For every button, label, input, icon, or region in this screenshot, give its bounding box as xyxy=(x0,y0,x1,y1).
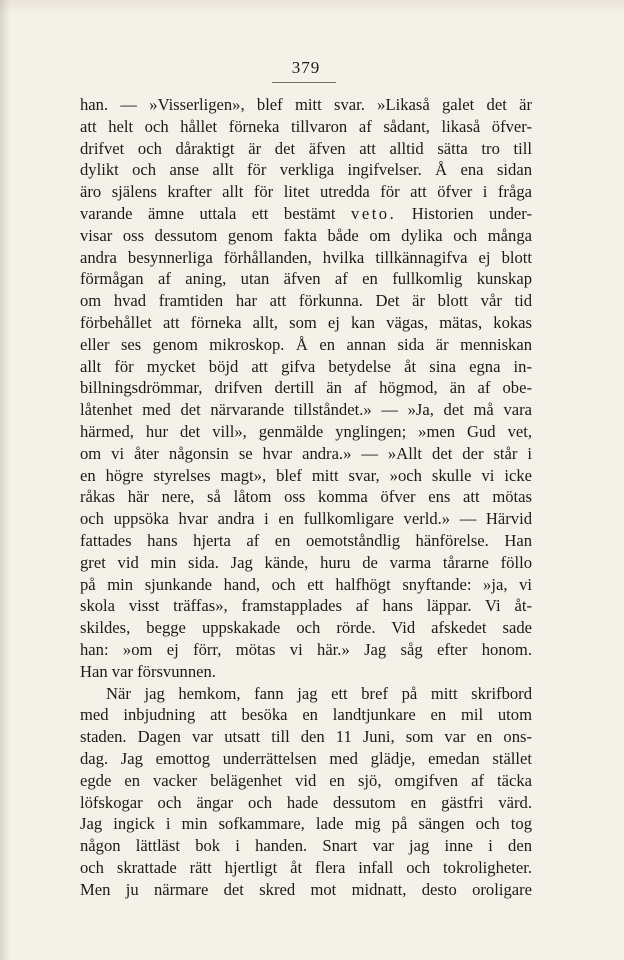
text-line: fattades hans hjerta af en oemotståndlig hänförelse. Han xyxy=(80,530,532,550)
text-line: Men ju närmare det skred mot midnatt, desto oroligare xyxy=(80,879,532,899)
text-line: att helt och hållet förneka tillvaron af sådant, likaså öfver- xyxy=(80,116,532,136)
text-line: billningsdrömmar, drifven dertill än af högmod, än af obe- xyxy=(80,378,532,398)
text-line: skola visst träffas», framstapplades af hans läppar. Vi åt- xyxy=(80,596,532,616)
text-line: allt för mycket böjd att gifva betydelse åt sina egna in- xyxy=(80,356,532,376)
text-line: staden. Dagen var utsatt till den 11 Juni, som var en ons- xyxy=(80,727,532,747)
text-line: härmed, hur det vill», genmälde ynglingen; »men Gud vet, xyxy=(80,421,532,441)
text-line: låtenhet med det närvarande tillståndet.» — »Ja, det må vara xyxy=(80,400,532,420)
text-line: han. — »Visserligen», blef mitt svar. »Likaså galet det är xyxy=(80,95,532,114)
text-line: gret vid min sida. Jag kände, huru de varma tårarne föllo xyxy=(80,552,532,572)
text-line: andra besynnerliga förhållanden, hvilka tillkännagifva ej blott xyxy=(80,247,532,267)
text-line: en högre styrelses magt», blef mitt svar, »och skulle vi icke xyxy=(80,465,532,485)
text-line: egde en vacker belägenhet vid en sjö, omgifven af täcka xyxy=(80,770,532,790)
text-segment: varande ämne uttala ett bestämt xyxy=(80,203,336,223)
text-line: någon lättläst bok i handen. Snart var jag inne i den xyxy=(80,836,532,856)
text-line: visar oss dessutom genom fakta både om dylika och många xyxy=(80,225,532,245)
text-line: råkas här nere, så låtom oss komma öfver ens att mötas xyxy=(80,487,532,507)
text-line: förbehållet att förneka allt, som ej kan vägas, mätas, kokas xyxy=(80,312,532,332)
text-line: löfskogar och ängar och hade dessutom en gästfri värd. xyxy=(80,792,532,812)
text-line: om hvad framtiden har att förkunna. Det är blott vår tid xyxy=(80,291,532,311)
text-line: Han var försvunnen. xyxy=(80,661,216,681)
body-text xyxy=(80,94,532,900)
text-line: och skrattade rätt hjertligt åt flera infall och tokroligheter. xyxy=(80,857,532,877)
text-line: på min sjunkande hand, och ett halfhögt snyftande: »ja, vi xyxy=(80,574,532,594)
text-line: dylikt och anse allt för verkliga ingifvelser. Å ena sidan xyxy=(80,160,532,180)
text-segment: Historien under- xyxy=(411,203,532,223)
text-line: han: »om ej förr, mötas vi här.» Jag såg efter honom. xyxy=(80,639,532,659)
text-line: Jag ingick i min sofkammare, lade mig på sängen och tog xyxy=(80,814,532,834)
page-number: 379 xyxy=(291,58,321,77)
text-line: äro själens krafter allt för litet utredda för att öfver i fråga xyxy=(80,182,532,202)
text-line: skildes, begge uppskakade och rörde. Vid afskedet sade xyxy=(80,618,532,638)
text-line: med inbjudning att besöka en landtjunkare en mil utom xyxy=(80,705,532,725)
header-rule xyxy=(272,82,336,83)
text-line: om vi åter någonsin se hvar andra.» — »Allt det der står i xyxy=(80,443,532,463)
text-line: eller ses genom mikroskop. Å en annan sida är menniskan xyxy=(80,334,532,354)
text-line: och uppsöka hvar andra i en fullkomligare verld.» — Härvid xyxy=(80,509,532,529)
text-line: förmågan af aning, utan äfven af en fullkomlig kunskap xyxy=(80,269,532,289)
text-line: dag. Jag emottog underrättelsen med glädje, emedan stället xyxy=(80,748,532,768)
text-line: När jag hemkom, fann jag ett bref på mitt skrifbord xyxy=(106,683,532,703)
text-line xyxy=(80,203,532,225)
text-line: drifvet och dåraktigt är det äfven att alltid sätta tro till xyxy=(80,138,532,158)
spaced-word: veto. xyxy=(351,203,397,223)
